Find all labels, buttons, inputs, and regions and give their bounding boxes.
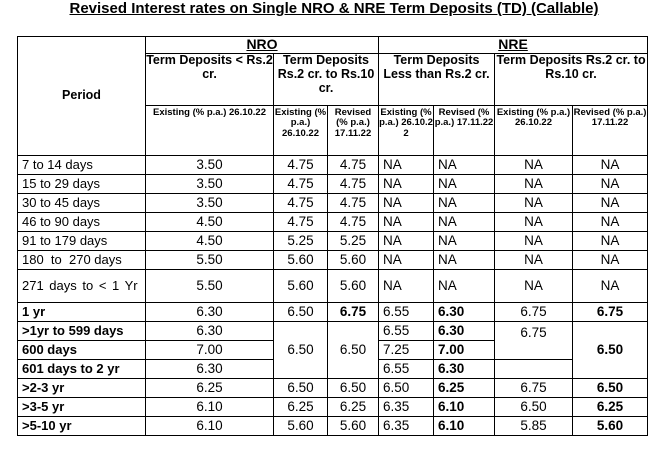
rate-cell: 4.75	[328, 194, 379, 213]
table-row	[18, 322, 648, 341]
period-cell: 30 to 45 days	[18, 194, 146, 213]
rate-cell: 5.60	[328, 417, 379, 436]
rate-cell: 6.25	[573, 398, 648, 417]
rate-cell: 6.30	[434, 303, 495, 322]
period-cell: >3-5 yr	[18, 398, 146, 417]
rate-cell: 6.75	[495, 322, 573, 360]
period-cell: 271 days to < 1 Yr	[18, 270, 146, 303]
rate-cell: 6.75	[495, 379, 573, 398]
table-row	[18, 194, 648, 213]
rate-cell: 5.60	[328, 251, 379, 270]
page-title: Revised Interest rates on Single NRO & NRE Term Deposits (TD) (Callable)	[69, 0, 599, 17]
rate-cell: 6.55	[379, 303, 434, 322]
rate-cell: NA	[434, 213, 495, 232]
period-cell: 1 yr	[18, 303, 146, 322]
rate-cell: NA	[379, 213, 434, 232]
group-header: Term Deposits Rs.2 cr. to Rs.10 cr.	[495, 54, 648, 106]
rate-cell: 6.25	[274, 398, 328, 417]
rate-cell: 6.30	[434, 322, 495, 341]
table-row	[18, 251, 648, 270]
rate-cell: 6.30	[146, 303, 274, 322]
nre-header: NRE	[379, 37, 648, 54]
period-cell: 15 to 29 days	[18, 175, 146, 194]
rate-cell: 5.60	[328, 270, 379, 303]
rate-cell: NA	[379, 175, 434, 194]
rate-cell: NA	[379, 270, 434, 303]
rate-cell: NA	[573, 156, 648, 175]
period-cell: >2-3 yr	[18, 379, 146, 398]
table-row	[18, 270, 648, 303]
rate-cell: 6.25	[434, 379, 495, 398]
period-cell: >1yr to 599 days	[18, 322, 146, 341]
subheader-revised: Revised (% p.a.) 17.11.22	[328, 106, 379, 156]
rate-cell: 5.25	[328, 232, 379, 251]
rate-cell: 6.50	[274, 303, 328, 322]
rate-cell: NA	[495, 270, 573, 303]
rate-cell: NA	[434, 270, 495, 303]
rate-cell: NA	[379, 251, 434, 270]
period-cell: 600 days	[18, 341, 146, 360]
rate-cell: 6.50	[573, 322, 648, 379]
rate-cell: NA	[573, 270, 648, 303]
rate-cell: 7.00	[434, 341, 495, 360]
subheader-existing: Existing (% p.a.) 26.10.22	[146, 106, 274, 156]
rate-cell: 5.60	[274, 251, 328, 270]
rate-cell: 6.10	[146, 417, 274, 436]
table-row	[18, 303, 648, 322]
rate-cell: NA	[495, 156, 573, 175]
rate-cell: 4.75	[274, 194, 328, 213]
rate-cell: 4.50	[146, 213, 274, 232]
table-row	[18, 213, 648, 232]
rate-cell: 6.75	[573, 303, 648, 322]
period-cell: 46 to 90 days	[18, 213, 146, 232]
rate-cell: 4.75	[274, 156, 328, 175]
rate-cell: NA	[573, 213, 648, 232]
rate-cell: NA	[434, 175, 495, 194]
rate-cell: 6.10	[146, 398, 274, 417]
subheader-revised: Revised (% p.a.) 17.11.22	[573, 106, 648, 156]
rate-cell: 5.60	[573, 417, 648, 436]
table-row	[18, 398, 648, 417]
rate-cell: 3.50	[146, 156, 274, 175]
rate-cell: NA	[573, 175, 648, 194]
table-row	[18, 417, 648, 436]
rate-cell: 6.55	[379, 322, 434, 341]
rate-cell: 7.00	[146, 341, 274, 360]
rate-cell: 6.35	[379, 398, 434, 417]
rate-cell: NA	[434, 156, 495, 175]
rate-cell: 6.50	[274, 322, 328, 379]
rate-cell: 3.50	[146, 194, 274, 213]
group-header: Term Deposits Rs.2 cr. to Rs.10 cr.	[274, 54, 379, 106]
rate-cell: NA	[495, 194, 573, 213]
rate-cell: 6.50	[274, 379, 328, 398]
rate-cell: 4.50	[146, 232, 274, 251]
subheader-existing: Existing (% p.a.) 26.10.22	[495, 106, 573, 156]
rate-cell: 6.35	[379, 417, 434, 436]
rate-cell: NA	[573, 194, 648, 213]
rate-cell: NA	[434, 232, 495, 251]
rate-cell: 5.50	[146, 270, 274, 303]
rate-cell: 4.75	[274, 213, 328, 232]
nro-header: NRO	[146, 37, 379, 54]
rate-cell: 6.50	[328, 322, 379, 379]
table-row	[18, 232, 648, 251]
rate-cell: 6.75	[328, 303, 379, 322]
rate-cell: NA	[379, 156, 434, 175]
rate-cell: 5.85	[495, 417, 573, 436]
rate-cell: 3.50	[146, 175, 274, 194]
rate-cell: 7.25	[379, 341, 434, 360]
rate-cell: 5.25	[274, 232, 328, 251]
rate-cell: 5.60	[274, 417, 328, 436]
period-cell: 601 days to 2 yr	[18, 360, 146, 379]
rate-cell: 4.75	[328, 156, 379, 175]
table-row	[18, 379, 648, 398]
group-header: Term Deposits Less than Rs.2 cr.	[379, 54, 495, 106]
table-row	[18, 175, 648, 194]
rate-cell: NA	[434, 251, 495, 270]
rate-cell: 6.10	[434, 417, 495, 436]
subheader-existing: Existing (% p.a.) 26.10.2 2	[379, 106, 434, 156]
rate-cell: 6.50	[328, 379, 379, 398]
rate-cell: NA	[379, 232, 434, 251]
period-cell: >5-10 yr	[18, 417, 146, 436]
period-cell: 91 to 179 days	[18, 232, 146, 251]
rate-cell: 6.30	[434, 360, 495, 379]
rate-cell: 6.75	[495, 303, 573, 322]
rate-cell: 6.30	[146, 360, 274, 379]
rate-cell: 6.50	[379, 379, 434, 398]
rate-cell: 6.50	[573, 379, 648, 398]
rate-cell: 5.60	[274, 270, 328, 303]
rate-cell: NA	[434, 194, 495, 213]
rate-cell: NA	[573, 232, 648, 251]
rate-cell: 4.75	[274, 175, 328, 194]
rate-cell: 4.75	[328, 213, 379, 232]
rate-cell: 6.55	[379, 360, 434, 379]
rate-cell	[495, 360, 573, 379]
interest-rate-table	[17, 36, 648, 436]
rate-cell: NA	[495, 175, 573, 194]
subheader-existing: Existing (% p.a.) 26.10.22	[274, 106, 328, 156]
rate-cell: NA	[573, 251, 648, 270]
rate-cell: 5.50	[146, 251, 274, 270]
table-row	[18, 156, 648, 175]
rate-cell: NA	[495, 232, 573, 251]
period-header: Period	[18, 37, 146, 156]
rate-cell: 6.10	[434, 398, 495, 417]
subheader-revised: Revised (% p.a.) 17.11.22	[434, 106, 495, 156]
rate-cell: 6.25	[328, 398, 379, 417]
rate-cell: 4.75	[328, 175, 379, 194]
period-cell: 7 to 14 days	[18, 156, 146, 175]
rate-cell: NA	[495, 213, 573, 232]
rate-cell: 6.25	[146, 379, 274, 398]
rate-cell: NA	[495, 251, 573, 270]
rate-cell: NA	[379, 194, 434, 213]
group-header: Term Deposits < Rs.2 cr.	[146, 54, 274, 106]
period-cell: 180 to 270 days	[18, 251, 146, 270]
rate-cell: 6.50	[495, 398, 573, 417]
rate-cell: 6.30	[146, 322, 274, 341]
